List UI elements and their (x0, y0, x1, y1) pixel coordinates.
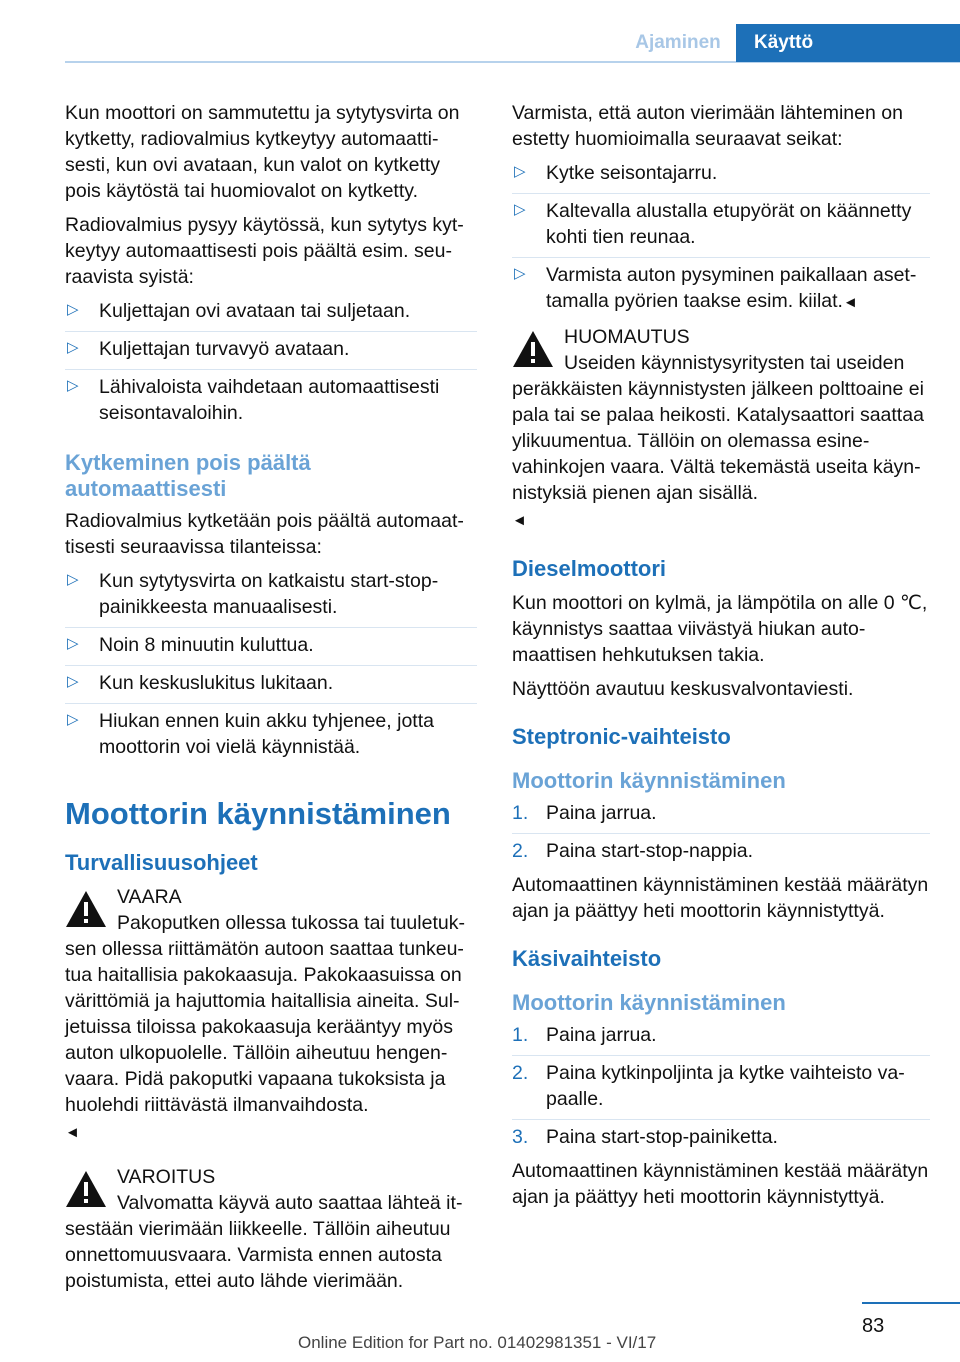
bullet-list (65, 298, 477, 426)
triangle-bullet-icon: ▷ (514, 265, 526, 282)
warning-body: Pakoputken ollessa tukossa tai tuuletuksen ollessa riittämätön autoon saattaa tunkeutua haitallisia pakokaasuja. Pakokaasuissa on värittömiä ja hajuttomia haitallisia aineita. Suljetuissa tiloissa pakokaasuja kerääntyy myös auton ulkopuolelle. Tällöin aiheutuu hengenvaara. Pidä pakoputki vapaana tukoksista ja huolehdi riittävästä ilmanvaihdosta. (65, 912, 465, 1116)
section-heading: Dieselmoottori (512, 556, 667, 581)
warning-body: Valvomatta käyvä auto saattaa lähteä itsestään vierimään liikkeelle. Tällöin aiheutuu onnettomuusvaara. Varmista ennen autosta poistumista, ettei auto lähde vierimään. (65, 1192, 463, 1292)
warning-title: VAROITUS (117, 1166, 216, 1188)
page-number: 83 (862, 1315, 885, 1337)
triangle-bullet-icon: ▷ (67, 339, 79, 356)
list-item: 3. Paina start-stop-painiketta. (512, 1119, 930, 1150)
chapter-title: Moottorin käynnistäminen (65, 796, 451, 831)
warning-triangle-icon (65, 890, 107, 928)
paragraph: Automaattinen käynnistäminen kestää määrätyn ajan ja päättyy heti moottorin käynnistyttyä. (512, 874, 929, 922)
list-item: 1. Paina jarrua. (512, 802, 657, 824)
paragraph: Radiovalmius kytketään pois päältä automaattisesti seuraavissa tilanteissa: (65, 510, 464, 558)
paragraph: Kun moottori on kylmä, ja lämpötila on alle 0 ℃, käynnistys saattaa viivästyä hiukan automaattisen hehkutuksen takia. (512, 592, 928, 666)
triangle-bullet-icon: ▷ (67, 711, 79, 728)
left-column (65, 100, 477, 1302)
triangle-bullet-icon: ▷ (67, 571, 79, 588)
section-heading: Käsivaihteisto (512, 946, 662, 971)
list-item: ▷ Kuljettajan ovi avataan tai suljetaan. (65, 298, 477, 324)
warning-body: Useiden käynnistysyritysten tai useiden peräkkäisten käynnistysten jälkeen polttoaine ei pala tai se palaa heikosti. Katalysaattori saattaa ylikuumentua. Tällöin on olemassa esinevahinkojen vaara. Vältä tekemästä useita käynnistyksiä pienen ajan sisällä. (512, 352, 924, 504)
list-item: ▷ Varmista auton pysyminen paikallaan asettamalla pyörien taakse esim. kiilat.◄ (512, 257, 930, 316)
triangle-bullet-icon: ▷ (514, 201, 526, 218)
warning-block (65, 884, 477, 1146)
triangle-bullet-icon: ▷ (514, 163, 526, 180)
subsection-heading: Moottorin käynnistäminen (512, 990, 786, 1015)
list-item: ▷ Kytke seisontajarru. (512, 160, 930, 186)
list-item: 1. Paina jarrua. (512, 1024, 657, 1046)
triangle-bullet-icon: ▷ (67, 377, 79, 394)
warning-triangle-icon (65, 1170, 107, 1208)
numbered-list (512, 1022, 930, 1150)
warning-title: HUOMAUTUS (564, 326, 690, 348)
triangle-bullet-icon: ▷ (67, 673, 79, 690)
section-heading: Turvallisuusohjeet (65, 850, 258, 875)
footer-rule (862, 1302, 960, 1304)
footer-edition: Online Edition for Part no. 01402981351 - VI/17 (298, 1333, 657, 1352)
list-item: 2. Paina kytkinpoljinta ja kytke vaihteisto vapaalle. (512, 1055, 930, 1112)
list-item: ▷ Kun keskuslukitus lukitaan. (65, 665, 477, 696)
numbered-list (512, 800, 930, 864)
paragraph: Kun moottori on sammutettu ja sytytysvirta on kytketty, radiovalmius kytkeytyy automaattisesti, kun ovi avataan, kun valot on kytketty pois käytöstä tai huomiovalot on kytketty. (65, 102, 460, 202)
paragraph: Automaattinen käynnistäminen kestää määrätyn ajan ja päättyy heti moottorin käynnistyttyä. (512, 1160, 929, 1208)
section-heading: Steptronic-vaihteisto (512, 724, 731, 749)
paragraph: Radiovalmius pysyy käytössä, kun sytytys kytkeytyy automaattisesti pois päältä esim. seuraavista syistä: (65, 214, 464, 288)
paragraph: Varmista, että auton vierimään lähteminen on estetty huomioimalla seuraavat seikat: (512, 102, 903, 150)
list-item: ▷ Kun sytytysvirta on katkaistu start-stop-painikkeesta manuaalisesti. (65, 568, 477, 620)
warning-title: VAARA (117, 886, 182, 908)
section-heading: Kytkeminen pois päältä automaattisesti (65, 450, 311, 501)
list-item: 2. Paina start-stop-nappia. (512, 833, 930, 864)
end-mark-icon: ◄ (512, 512, 527, 529)
warning-block (512, 324, 930, 534)
list-item: ▷ Kaltevalla alustalla etupyörät on käännetty kohti tien reunaa. (512, 193, 930, 250)
end-mark-icon: ◄ (842, 294, 858, 311)
paragraph: Näyttöön avautuu keskusvalvontaviesti. (512, 678, 854, 700)
warning-triangle-icon (512, 330, 554, 368)
bullet-list (65, 568, 477, 760)
subsection-heading: Moottorin käynnistäminen (512, 768, 786, 793)
end-mark-icon: ◄ (65, 1124, 80, 1141)
list-item: ▷ Hiukan ennen kuin akku tyhjenee, jotta moottorin voi vielä käynnistää. (65, 703, 477, 760)
right-column (512, 100, 930, 1218)
bullet-list (512, 160, 930, 316)
header-tab-ajaminen[interactable]: Ajaminen (635, 32, 721, 53)
triangle-bullet-icon: ▷ (67, 301, 79, 318)
list-item: ▷ Kuljettajan turvavyö avataan. (65, 331, 477, 362)
header-tab-kaytto[interactable]: Käyttö (736, 24, 960, 62)
warning-block (65, 1164, 477, 1294)
list-item: ▷ Noin 8 minuutin kuluttua. (65, 627, 477, 658)
list-item: ▷ Lähivaloista vaihdetaan automaattisesti seisontavaloihin. (65, 369, 477, 426)
triangle-bullet-icon: ▷ (67, 635, 79, 652)
